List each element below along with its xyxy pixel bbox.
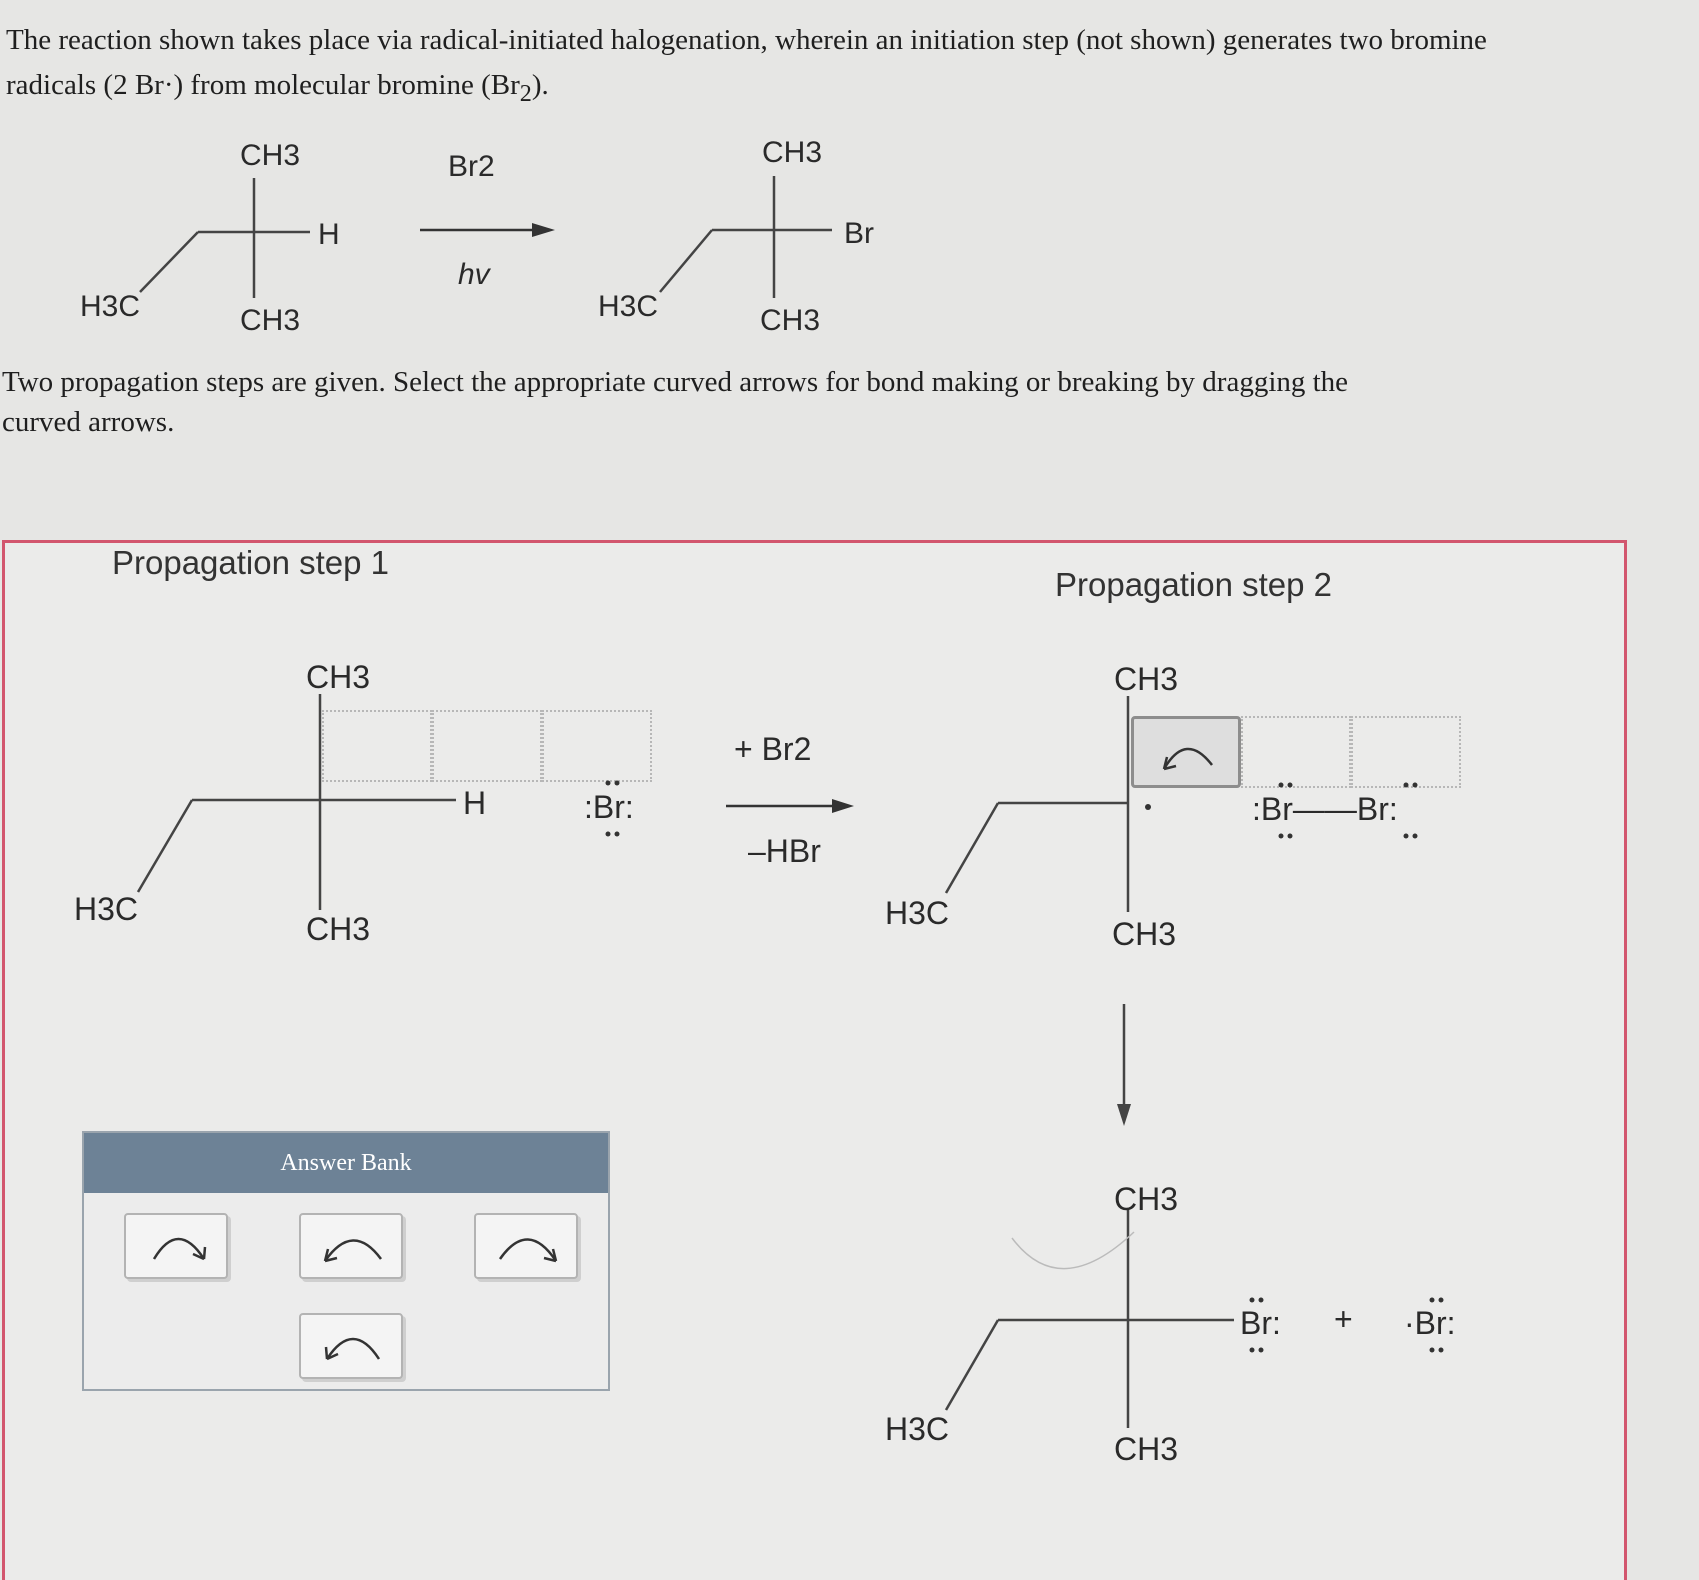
instruction-line-2: curved arrows. <box>2 406 175 438</box>
answer-tile-4[interactable] <box>299 1313 403 1379</box>
reaction-arrow <box>420 150 555 291</box>
step1-right-h: H <box>463 785 487 821</box>
reactant-structure <box>80 139 340 337</box>
product-top-ch3: CH3 <box>762 136 823 169</box>
intro-line-2-end: ). <box>531 69 549 101</box>
full-arrow-left-icon <box>301 1315 405 1381</box>
product-bottom-ch3: CH3 <box>760 304 821 337</box>
product-right-br: Br <box>844 217 874 250</box>
half-arrow-left-icon <box>1134 719 1238 785</box>
step1-title: Propagation step 1 <box>112 544 390 581</box>
step1-top-ch3: CH3 <box>306 659 371 695</box>
reactant-right-h: H <box>318 218 340 251</box>
answer-tile-2[interactable] <box>299 1213 403 1279</box>
reactant-top-ch3: CH3 <box>240 139 301 172</box>
step1-bottom-ch3: CH3 <box>306 911 371 947</box>
product-left-h3c: H3C <box>598 290 659 323</box>
answer-bank <box>82 1131 610 1391</box>
step2-left-h3c: H3C <box>885 895 950 931</box>
step2-product-br: Br: <box>1240 1305 1281 1341</box>
answer-bank-title: Answer Bank <box>84 1133 608 1193</box>
reagent-br2: Br2 <box>448 150 495 183</box>
step2-product-bottom-ch3: CH3 <box>1114 1431 1179 1467</box>
intro-line-2-text: radicals (2 Br·) from molecular bromine (Br <box>6 69 520 101</box>
intro-line-1: The reaction shown takes place via radical-initiated halogenation, wherein an initiation step (not shown) generates two bromine <box>6 24 1487 56</box>
step2-drop-zone-1-filled[interactable] <box>1131 716 1241 788</box>
step2-product-top-ch3: CH3 <box>1114 1181 1179 1217</box>
mechanism-panel <box>2 540 1627 1580</box>
step1-left-h3c: H3C <box>74 891 139 927</box>
step1-reagent-br2: + Br2 <box>734 731 812 767</box>
instruction-line-1: Two propagation steps are given. Select the appropriate curved arrows for bond making or breaking by dragging the <box>2 366 1349 398</box>
step2-drop-zone-3[interactable] <box>1351 716 1461 788</box>
step1-drop-zone-1[interactable] <box>322 710 432 782</box>
full-arrow-right-icon <box>126 1215 230 1281</box>
step1-br-radical: :Br: <box>584 789 634 825</box>
product-structure <box>598 136 874 337</box>
answer-tile-3[interactable] <box>474 1213 578 1279</box>
step2-product-br-radical: ·Br: <box>1404 1305 1456 1341</box>
step2-product-plus: + <box>1334 1301 1353 1337</box>
step1-drop-zone-2[interactable] <box>432 710 542 782</box>
step2-br2: :Br——Br: <box>1252 791 1398 827</box>
intro-line-2 <box>6 63 1666 116</box>
half-arrow-right-icon <box>476 1215 580 1281</box>
step2-title: Propagation step 2 <box>1055 566 1333 603</box>
reactant-bottom-ch3: CH3 <box>240 304 301 337</box>
reactant-left-h3c: H3C <box>80 290 141 323</box>
step2-top-ch3: CH3 <box>1114 661 1179 697</box>
intro-text <box>6 18 1666 116</box>
step1-reagent-hbr: –HBr <box>748 833 821 869</box>
step2-product-left-h3c: H3C <box>885 1411 950 1447</box>
step2-bottom-ch3: CH3 <box>1112 916 1177 952</box>
instruction-text <box>2 362 1622 442</box>
answer-tile-1[interactable] <box>124 1213 228 1279</box>
step2-drop-zone-2[interactable] <box>1241 716 1351 788</box>
step1-drop-zone-3[interactable] <box>542 710 652 782</box>
half-arrow-left-icon <box>301 1215 405 1281</box>
reaction-scheme <box>0 120 1000 350</box>
reagent-hv: hv <box>458 258 490 291</box>
intro-subscript: 2 <box>519 79 532 107</box>
